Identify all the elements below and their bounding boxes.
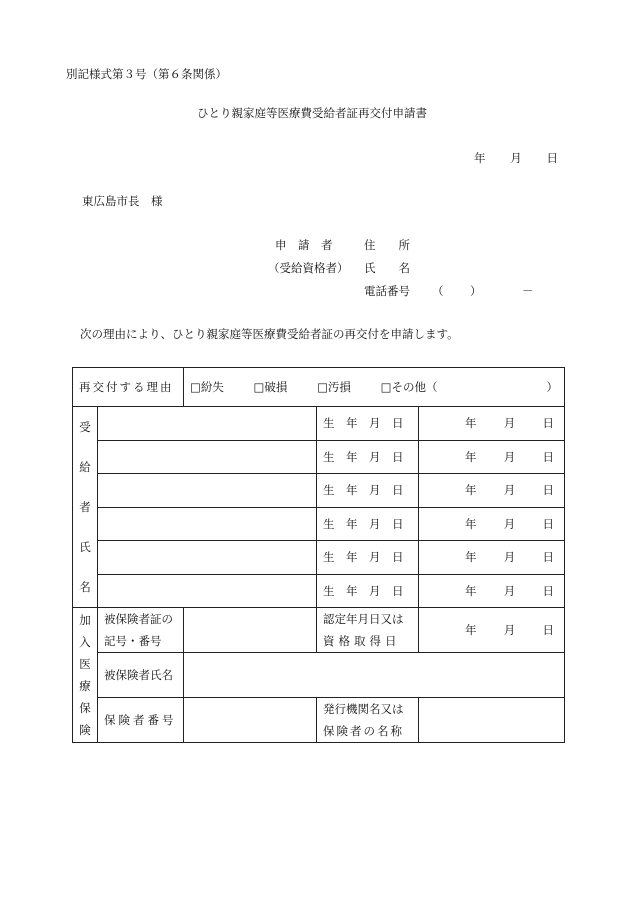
insured-name-field[interactable] xyxy=(184,653,565,698)
date-part-label: 日 xyxy=(542,550,554,565)
recipient-name-side-label: 受 給 者 氏 名 xyxy=(73,407,98,608)
date-part-label: 月 xyxy=(503,516,516,531)
form-reference: 別記様式第３号（第６条関係） xyxy=(66,67,227,81)
date-part-label: 日 xyxy=(542,416,554,431)
insured-name-label: 被保険者氏名 xyxy=(98,653,184,698)
checkbox-other[interactable]: □その他（ xyxy=(380,380,438,394)
date-part-label: 年 xyxy=(465,483,477,498)
form-title: ひとり親家庭等医療費受給者証再交付申請書 xyxy=(197,106,427,120)
applicant-role: 申 請 者 xyxy=(275,238,333,252)
insurance-symbol-label: 被保険者証の 記号・番号 xyxy=(98,608,184,653)
recipient-name-field[interactable] xyxy=(98,407,317,441)
date-part-label: 月 xyxy=(503,550,516,565)
birthdate-field[interactable] xyxy=(419,574,565,608)
phone-label: 電話番号 xyxy=(364,284,410,298)
phone-paren-close: ） xyxy=(470,284,482,298)
birthdate-label: 生 年 月 日 xyxy=(317,507,419,541)
intro-text: 次の理由により、ひとり親家庭等医療費受給者証の再交付を申請します。 xyxy=(80,327,459,341)
cert-date-field[interactable] xyxy=(419,608,565,653)
birthdate-label: 生 年 月 日 xyxy=(317,407,419,441)
address-label: 住 所 xyxy=(364,238,410,252)
date-part-label: 月 xyxy=(503,623,516,637)
birthdate-field[interactable] xyxy=(419,507,565,541)
date-part-label: 日 xyxy=(542,483,554,498)
date-part-label: 日 xyxy=(542,449,554,464)
recipient-name-field[interactable] xyxy=(98,574,317,608)
date-part-label: 月 xyxy=(503,483,516,498)
checkbox-damaged[interactable]: □破損 xyxy=(253,380,288,394)
birthdate-label: 生 年 月 日 xyxy=(317,474,419,508)
birthdate-field[interactable] xyxy=(419,440,565,474)
date-part-label: 年 xyxy=(465,416,477,431)
recipient-name-field[interactable] xyxy=(98,440,317,474)
date-part-label: 月 xyxy=(503,449,516,464)
checkbox-lost[interactable]: □紛失 xyxy=(190,380,224,394)
applicant-role-sub: （受給資格者） xyxy=(268,261,349,275)
insurance-symbol-field[interactable] xyxy=(184,608,317,653)
date-part-label: 年 xyxy=(465,449,477,464)
checkbox-soiled[interactable]: □汚損 xyxy=(317,380,351,394)
recipient-name-field[interactable] xyxy=(98,507,317,541)
insurer-number-field[interactable] xyxy=(184,698,317,743)
phone-dash: － xyxy=(522,284,534,298)
other-close-paren: ） xyxy=(546,380,558,394)
date-part-label: 日 xyxy=(542,583,554,598)
name-label: 氏 名 xyxy=(364,261,410,275)
birthdate-label: 生 年 月 日 xyxy=(317,440,419,474)
date-part-label: 年 xyxy=(465,623,477,637)
birthdate-field[interactable] xyxy=(419,541,565,575)
application-table xyxy=(72,367,565,743)
birthdate-label: 生 年 月 日 xyxy=(317,541,419,575)
birthdate-field[interactable] xyxy=(419,474,565,508)
phone-paren-open: （ xyxy=(432,284,444,298)
date-part-label: 年 xyxy=(465,516,477,531)
recipient-name-field[interactable] xyxy=(98,474,317,508)
issuer-field[interactable] xyxy=(419,698,565,743)
date-part-label: 日 xyxy=(542,516,554,531)
insurance-side-label: 加 入 医 療 保 険 xyxy=(73,608,98,743)
issuer-label: 発行機関名又は 保険者の名称 xyxy=(317,698,419,743)
insurer-number-label: 保険者番号 xyxy=(98,698,184,743)
date-part-label: 月 xyxy=(503,583,516,598)
reason-options xyxy=(184,368,565,407)
recipient-name-field[interactable] xyxy=(98,541,317,575)
cert-date-label: 認定年月日又は 資格取得日 xyxy=(317,608,419,653)
date-part-label: 年 xyxy=(465,583,477,598)
date-part-label: 月 xyxy=(503,416,516,431)
date-part-label: 日 xyxy=(542,623,554,637)
addressee: 東広島市長 様 xyxy=(82,194,163,208)
birthdate-field[interactable] xyxy=(419,407,565,441)
birthdate-label: 生 年 月 日 xyxy=(317,574,419,608)
application-date: 年 月 日 xyxy=(474,151,558,165)
reason-label: 再交付する理由 xyxy=(73,368,184,407)
date-part-label: 年 xyxy=(465,550,477,565)
